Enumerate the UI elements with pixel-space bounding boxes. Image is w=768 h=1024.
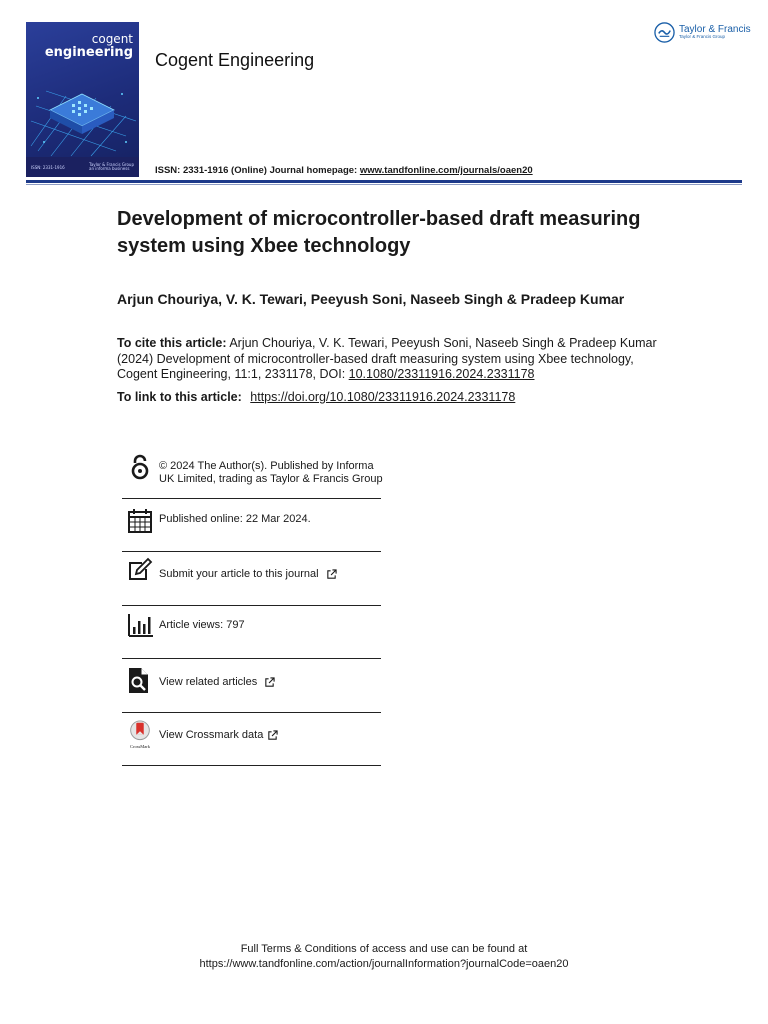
article-link-block [117,390,515,404]
open-access-text: © 2024 The Author(s). Published by Informa UK Limited, trading as Taylor & Francis Group [159,460,383,485]
info-item-open-access [122,452,381,499]
calendar-icon [126,507,154,535]
bar-chart-icon [126,612,154,640]
link-label: To link to this article: [117,390,242,404]
journal-name: Cogent Engineering [155,50,315,70]
journal-cover [26,22,139,177]
header-divider-thin [26,184,742,185]
tf-logo-sub: Taylor & Francis Group [679,34,726,40]
issn-label: ISSN: 2331-1916 (Online) Journal homepage: [155,165,358,176]
taylor-francis-logo[interactable] [654,22,751,43]
journal-homepage-link[interactable]: www.tandfonline.com/journals/oaen20 [359,165,533,176]
cover-title-line2: engineering [44,44,133,60]
cover-footer [26,157,139,177]
cover-publisher [89,163,134,172]
open-access-icon [126,454,154,482]
cover-title-line1: cogent [91,32,133,46]
edit-icon [126,557,154,585]
tf-logo-name: Taylor & Francis [679,24,751,36]
cite-label: To cite this article: [117,336,227,350]
taylor-francis-logo-icon [654,22,675,43]
article-views-text: Article views: 797 [159,619,245,631]
cover-title [45,33,133,59]
submit-article-text: Submit your article to this journal [159,568,319,580]
crossmark-text: View Crossmark data [159,729,264,741]
article-info-list [122,452,381,766]
cite-doi-link[interactable]: 10.1080/23311916.2024.2331178 [348,367,535,381]
article-authors: Arjun Chouriya, V. K. Tewari, Peeyush Soni, Naseeb Singh & Pradeep Kumar [117,291,625,307]
terms-footer [0,942,768,972]
info-item-crossmark[interactable] [122,713,381,766]
published-online-text: Published online: 22 Mar 2024. [159,513,311,525]
info-item-article-views [122,606,381,659]
cite-text: Arjun Chouriya, V. K. Tewari, Peeyush Soni, Naseeb Singh & Pradeep Kumar (2024) Development of microcontroller-based draft measuring system using Xbee technology, Cogent Engineering, 11:1, 2331178, DOI: [117,336,657,381]
citation-block [117,336,662,383]
external-link-icon [264,677,275,688]
info-item-published [122,499,381,552]
cover-publisher-name: Taylor & Francis Group [89,161,134,167]
crossmark-badge-text: CrossMark [130,744,150,749]
issn-homepage-line [155,165,533,176]
cover-issn: ISSN: 2331-1916 [31,164,65,170]
related-articles-text: View related articles [159,676,258,688]
footer-line1: Full Terms & Conditions of access and use can be found at [240,943,528,955]
cover-publisher-sub: an informa business [89,166,130,171]
external-link-icon [326,569,337,580]
external-link-icon [267,730,278,741]
article-doi-link[interactable]: https://doi.org/10.1080/23311916.2024.2331178 [250,390,516,404]
footer-terms-link[interactable]: https://www.tandfonline.com/action/journalInformation?journalCode=oaen20 [199,958,569,970]
header-divider [26,180,742,183]
info-item-submit-article[interactable] [122,552,381,606]
info-item-related-articles[interactable] [122,659,381,713]
article-title: Development of microcontroller-based draft measuring system using Xbee technology [117,208,641,257]
search-document-icon [126,667,154,695]
cover-chip-illustration [26,76,139,158]
